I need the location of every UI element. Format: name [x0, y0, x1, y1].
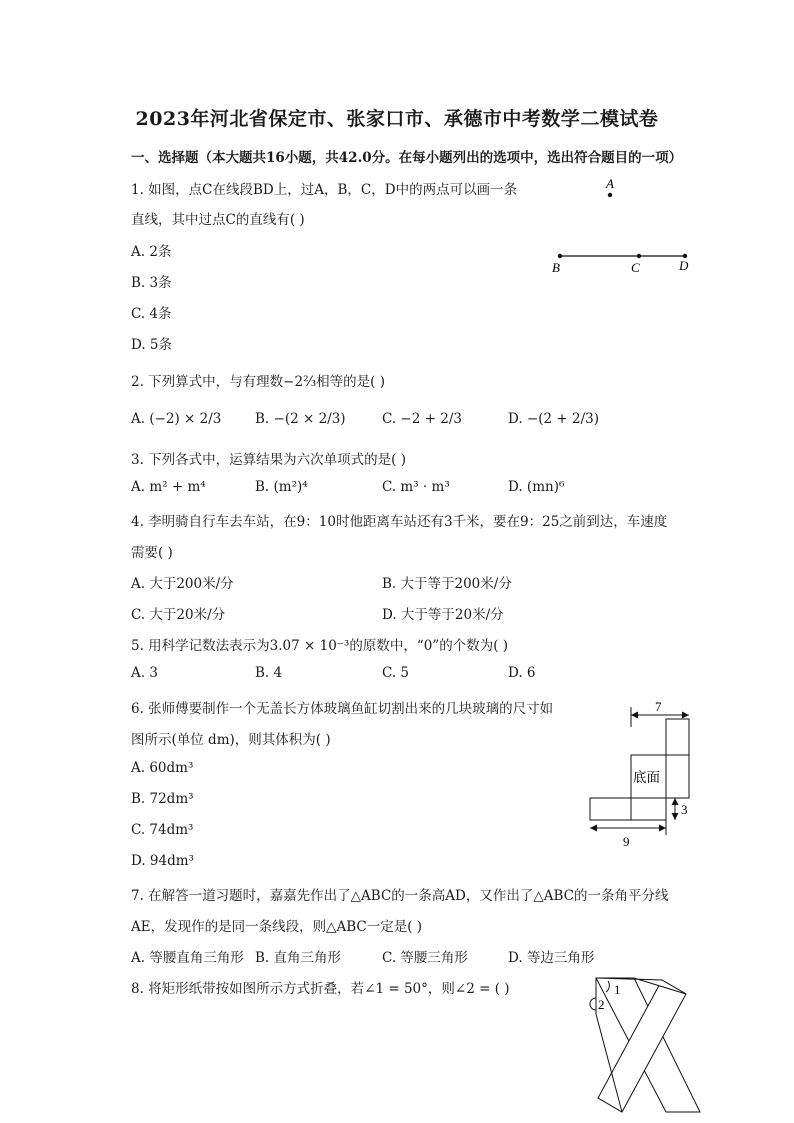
question-1-option-d: D. 5条	[131, 337, 173, 353]
question-7-line-1: 7. 在解答一道习题时，嘉嘉先作出了△ABC的一条高AD，又作出了△ABC的一条角平分线	[131, 888, 669, 904]
angle-2-label: 2	[598, 997, 605, 1012]
glass-piece-front	[631, 798, 666, 820]
question-1-line-1: 1. 如图，点C在线段BD上，过A，B，C，D中的两点可以画一条	[131, 182, 518, 198]
bottom-face-label: 底面	[633, 770, 660, 785]
question-5-option-d: D. 6	[508, 665, 536, 681]
question-6-option-a: A. 60dm³	[131, 760, 194, 776]
question-7-option-a: A. 等腰直角三角形	[131, 950, 244, 966]
question-3-option-a: A. m² + m⁴	[131, 479, 206, 495]
question-3-line-1: 3. 下列各式中，运算结果为六次单项式的是( )	[131, 452, 406, 468]
question-1-option-b: B. 3条	[131, 275, 172, 291]
glass-piece-side-left	[590, 798, 631, 820]
question-2-option-c: C. −2 + 2/3	[382, 411, 462, 427]
question-1-line-2: 直线，其中过点C的直线有( )	[131, 212, 305, 228]
exam-title: 2023年河北省保定市、张家口市、承德市中考数学二模试卷	[135, 108, 659, 130]
question-5-line-1: 5. 用科学记数法表示为3.07 × 10⁻³的原数中，“0”的个数为( )	[131, 638, 509, 654]
question-3-option-c: C. m³ · m³	[382, 479, 450, 495]
angle-2-arc	[590, 998, 596, 1010]
question-6-option-c: C. 74dm³	[131, 822, 194, 838]
question-6-line-1: 6. 张师傅要制作一个无盖长方体玻璃鱼缸切割出来的几块玻璃的尺寸如	[131, 701, 554, 717]
point-a	[608, 193, 612, 197]
question-1-figure	[540, 172, 700, 282]
question-6-option-b: B. 72dm³	[131, 791, 194, 807]
dimension-3-arrow-top	[672, 798, 679, 805]
question-7-line-2: AE，发现作的是同一条线段，则△ABC一定是( )	[131, 919, 423, 935]
label-a: A	[606, 176, 614, 191]
question-5-option-c: C. 5	[382, 665, 410, 681]
question-2-option-d: D. −(2 + 2/3)	[508, 411, 599, 427]
question-1-option-a: A. 2条	[131, 244, 172, 260]
question-8-figure	[582, 970, 702, 1118]
point-b	[558, 254, 562, 258]
dimension-9-label: 9	[623, 834, 630, 849]
question-4-option-c: C. 大于20米/分	[131, 607, 226, 623]
dimension-9-arrow-left	[590, 825, 597, 832]
dimension-7-arrow-right	[682, 712, 689, 719]
question-3-option-b: B. (m²)⁴	[255, 479, 308, 495]
question-7-option-b: B. 直角三角形	[255, 950, 342, 966]
dimension-7-label: 7	[655, 699, 662, 714]
question-3-option-d: D. (mn)⁶	[508, 479, 565, 495]
question-6-option-d: D. 94dm³	[131, 853, 194, 869]
question-4-line-1: 4. 李明骑自行车去车站，在9：10时他距离车站还有3千米，要在9：25之前到达，车速度	[131, 514, 668, 530]
dimension-3-arrow-bottom	[672, 813, 679, 820]
question-4-option-b: B. 大于等于200米/分	[382, 576, 512, 592]
question-4-option-d: D. 大于等于20米/分	[382, 607, 504, 623]
question-2-option-a: A. (−2) × 2/3	[131, 411, 222, 427]
question-6-figure	[585, 695, 705, 855]
dimension-3-label: 3	[681, 802, 688, 817]
question-5-option-b: B. 4	[255, 665, 283, 681]
question-4-option-a: A. 大于200米/分	[131, 576, 234, 592]
label-d: D	[679, 258, 689, 273]
question-6-line-2: 图所示(单位 dm)，则其体积为( )	[131, 732, 331, 748]
point-c	[637, 254, 641, 258]
question-1-option-c: C. 4条	[131, 306, 172, 322]
section-heading: 一、选择题（本大题共16小题，共42.0分。在每小题列出的选项中，选出符合题目的一项）	[131, 150, 683, 166]
question-2-line-1: 2. 下列算式中，与有理数−2⅔相等的是( )	[131, 374, 385, 390]
label-b: B	[552, 260, 560, 275]
label-c: C	[631, 260, 640, 275]
question-7-option-c: C. 等腰三角形	[382, 950, 468, 966]
glass-piece-side-right	[666, 755, 689, 798]
question-4-line-2: 需要( )	[131, 545, 173, 561]
dimension-7-arrow-left	[631, 712, 638, 719]
question-5-option-a: A. 3	[131, 665, 158, 681]
glass-piece-top	[666, 719, 689, 755]
question-7-option-d: D. 等边三角形	[508, 950, 595, 966]
dimension-9-arrow-right	[659, 825, 666, 832]
question-8-line-1: 8. 将矩形纸带按如图所示方式折叠，若∠1 = 50°，则∠2 = ( )	[131, 981, 510, 997]
question-2-option-b: B. −(2 × 2/3)	[255, 411, 346, 427]
angle-1-label: 1	[614, 982, 621, 997]
